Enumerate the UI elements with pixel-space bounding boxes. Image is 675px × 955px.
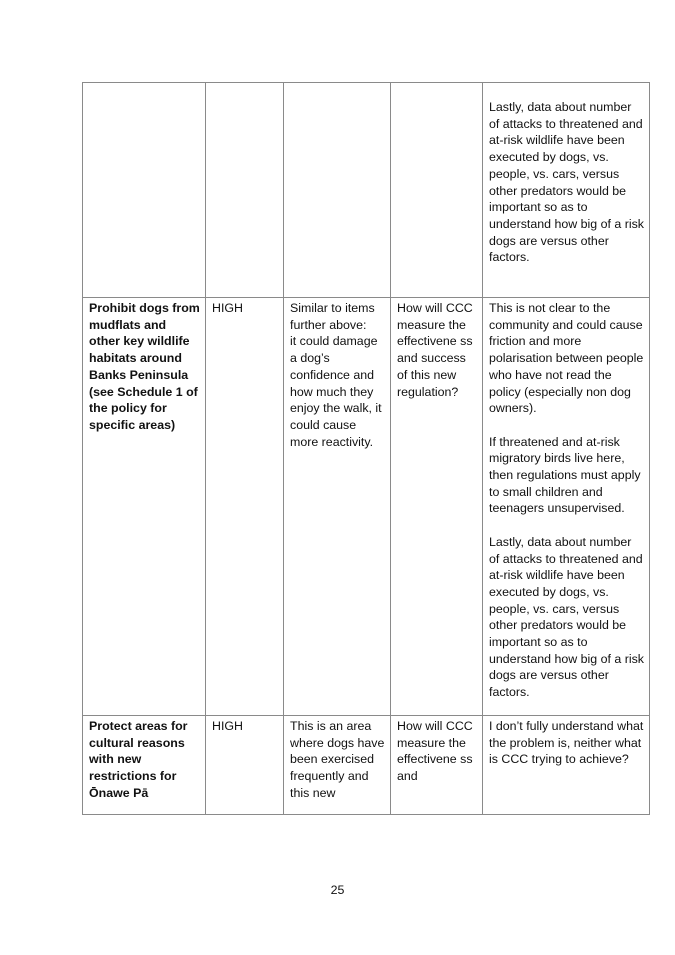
question-cell: [391, 715, 483, 814]
comment-cell: [284, 298, 391, 716]
table-row: [83, 715, 650, 814]
notes-text: Lastly, data about number of attacks to threatened and at-risk wildlife have been executed by dogs, vs. people, vs. cars, versus other predators would be important so as to understand how big of a risk dogs are versus other factors.: [489, 100, 644, 265]
comment-text: Similar to items further above: it could damage a dog’s confidence and how much they enjoy the walk, it could cause more reactivity.: [290, 301, 382, 449]
question-text: How will CCC measure the effectivene ss and success of this new regulation?: [397, 301, 473, 399]
topic-cell: [83, 298, 206, 716]
topic-cell: [83, 715, 206, 814]
priority-cell: [206, 298, 284, 716]
priority-text: HIGH: [212, 718, 243, 733]
question-cell: [391, 83, 483, 298]
notes-cell: [483, 83, 650, 298]
notes-cell: [483, 298, 650, 716]
priority-cell: [206, 83, 284, 298]
priority-text: HIGH: [212, 301, 243, 315]
table-row: [83, 298, 650, 716]
comment-cell: [284, 715, 391, 814]
notes-text: This is not clear to the community and could cause friction and more polarisation between people who have not read the policy (especially non dog owners). If threatened and at-risk migratory birds live here, then regulations must apply to small children and teenagers unsupervised. Lastly, data about number of attacks to threatened and at-risk wildlife have been executed by dogs, vs. people, vs. cars, versus other predators would be important so as to understand how big of a risk dogs are versus other factors.: [489, 301, 644, 700]
page-number: 25: [330, 883, 345, 897]
topic-text: Prohibit dogs from mudflats and other key wildlife habitats around Banks Peninsula (see Schedule 1 of the policy for specific areas): [89, 301, 200, 432]
table-row: [83, 83, 650, 298]
question-cell: [391, 298, 483, 716]
notes-cell: [483, 715, 650, 814]
comment-cell: [284, 83, 391, 298]
comment-text: This is an area where dogs have been exercised frequently and this new: [290, 718, 385, 800]
question-text: How will CCC measure the effectivene ss and: [397, 718, 473, 783]
priority-cell: [206, 715, 284, 814]
notes-text: I don’t fully understand what the problem is, neither what is CCC trying to achieve?: [489, 718, 644, 767]
topic-text: Protect areas for cultural reasons with new restrictions for Ōnawe Pā: [89, 718, 188, 800]
topic-cell: [83, 83, 206, 298]
feedback-table: [82, 82, 650, 815]
